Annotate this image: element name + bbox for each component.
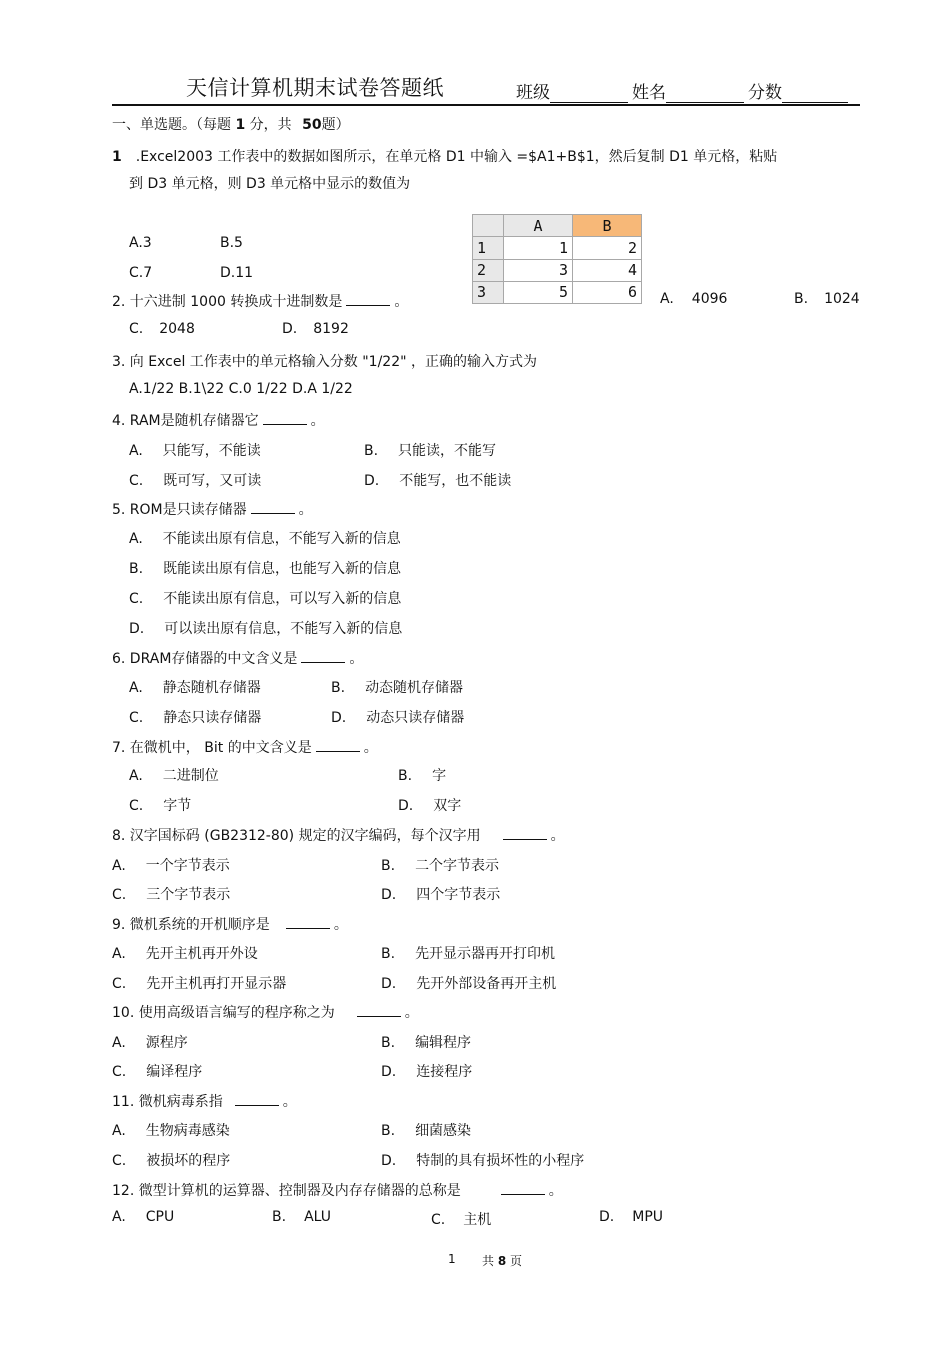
option-text: 既能读出原有信息，也能写入新的信息 bbox=[163, 561, 402, 577]
question-8-option-d bbox=[381, 884, 500, 904]
option-text: ALU bbox=[304, 1209, 331, 1225]
option-label: C. bbox=[112, 1064, 127, 1080]
question-1-option-b: B.5 bbox=[220, 235, 243, 251]
option-label: D. bbox=[381, 976, 397, 992]
option-text: 不能读出原有信息，不能写入新的信息 bbox=[162, 531, 401, 547]
question-11-option-b bbox=[381, 1120, 471, 1140]
question-8-text: 8. 汉字国标码 (GB2312-80) 规定的汉字编码，每个汉字用 bbox=[112, 828, 481, 844]
name-field bbox=[632, 78, 744, 103]
option-label: A. bbox=[129, 768, 143, 784]
option-text: 不能读出原有信息，可以写入新的信息 bbox=[163, 591, 402, 607]
section-total: 50 bbox=[302, 117, 322, 133]
section-heading-mid: 分，共 bbox=[249, 117, 292, 133]
option-label: B. bbox=[381, 1123, 396, 1139]
score-blank bbox=[782, 84, 848, 103]
question-12-option-a bbox=[112, 1209, 174, 1225]
question-7-option-a bbox=[129, 765, 219, 785]
question-7 bbox=[112, 737, 378, 757]
question-8-option-a bbox=[112, 855, 230, 875]
option-text: 二个字节表示 bbox=[415, 858, 500, 874]
option-label: B. bbox=[381, 1035, 396, 1051]
option-label: A. bbox=[112, 946, 126, 962]
option-label: D. bbox=[364, 473, 380, 489]
option-label: B. bbox=[381, 946, 396, 962]
question-12-option-c bbox=[431, 1209, 491, 1229]
question-9-option-a bbox=[112, 943, 258, 963]
option-text: 静态只读存储器 bbox=[163, 710, 262, 726]
option-text: 先开主机再开外设 bbox=[145, 946, 258, 962]
question-1-line2: 到 D3 单元格，则 D3 单元格中显示的数值为 bbox=[129, 176, 411, 192]
question-11-text: 11. 微机病毒系指 bbox=[112, 1094, 223, 1110]
option-text: 先开显示器再开打印机 bbox=[415, 946, 556, 962]
option-text: 只能读，不能写 bbox=[398, 443, 497, 459]
option-label: A. bbox=[129, 531, 143, 547]
question-8-option-b bbox=[381, 855, 499, 875]
option-text: 双字 bbox=[433, 798, 462, 814]
section-heading bbox=[112, 114, 350, 134]
option-text: 编辑程序 bbox=[415, 1035, 472, 1051]
page-title: 天信计算机期末试卷答题纸 bbox=[186, 76, 444, 100]
question-9-option-b bbox=[381, 943, 555, 963]
question-7-text: 7. 在微机中， Bit 的中文含义是 bbox=[112, 740, 312, 756]
question-1-number: 1 bbox=[112, 149, 122, 165]
option-label: A. bbox=[129, 680, 143, 696]
answer-blank bbox=[316, 737, 360, 752]
option-label: B. bbox=[364, 443, 379, 459]
option-text: 一个字节表示 bbox=[145, 858, 230, 874]
option-text: 被损坏的程序 bbox=[146, 1153, 231, 1169]
question-12-period: 。 bbox=[548, 1183, 563, 1199]
option-label: C. bbox=[129, 321, 144, 337]
option-label: A. bbox=[112, 1035, 126, 1051]
option-text: 不能写，也不能读 bbox=[399, 473, 512, 489]
option-text: 先开外部设备再开主机 bbox=[416, 976, 557, 992]
question-10-option-b bbox=[381, 1032, 471, 1052]
answer-blank bbox=[503, 825, 547, 840]
option-label: D. bbox=[381, 1153, 397, 1169]
section-heading-prefix: 一、单选题。（每题 bbox=[112, 117, 231, 133]
page-number: 1 bbox=[448, 1252, 456, 1266]
question-6 bbox=[112, 648, 363, 668]
question-2-text: 2. 十六进制 1000 转换成十进制数是 bbox=[112, 294, 343, 310]
question-10 bbox=[112, 1002, 419, 1022]
excel-col-b: B bbox=[573, 215, 642, 237]
option-text: 连接程序 bbox=[416, 1064, 473, 1080]
question-6-period: 。 bbox=[349, 651, 364, 667]
question-10-option-c bbox=[112, 1061, 202, 1081]
option-label: C. bbox=[112, 1153, 127, 1169]
question-4-option-d bbox=[364, 470, 511, 490]
question-1-option-c: C.7 bbox=[129, 265, 153, 281]
page-total-suffix: 页 bbox=[510, 1254, 523, 1268]
question-6-option-a bbox=[129, 677, 261, 697]
option-label: D. bbox=[599, 1209, 615, 1225]
option-label: C. bbox=[112, 976, 127, 992]
question-4-option-c bbox=[129, 470, 261, 490]
question-6-option-c bbox=[129, 707, 261, 727]
question-9-period: 。 bbox=[333, 917, 348, 933]
option-text: 编译程序 bbox=[146, 1064, 203, 1080]
question-2-option-d bbox=[282, 321, 349, 337]
option-label: A. bbox=[660, 291, 674, 307]
question-1-text: .Excel2003 工作表中的数据如图所示，在单元格 D1 中输入 =$A1+B$1，然后复制 D1 单元格，粘贴 bbox=[135, 149, 778, 165]
page-total-prefix: 共 bbox=[482, 1254, 495, 1268]
option-label: C. bbox=[129, 710, 144, 726]
question-4 bbox=[112, 410, 325, 430]
option-text: CPU bbox=[145, 1209, 175, 1225]
option-text: 三个字节表示 bbox=[146, 887, 231, 903]
question-6-option-d bbox=[331, 707, 464, 727]
option-text: MPU bbox=[632, 1209, 664, 1225]
option-text: 2048 bbox=[159, 321, 195, 337]
question-10-text: 10. 使用高级语言编写的程序称之为 bbox=[112, 1005, 335, 1021]
question-5-option-c bbox=[129, 588, 401, 608]
question-10-option-d bbox=[381, 1061, 472, 1081]
option-label: B. bbox=[129, 561, 144, 577]
option-text: 静态随机存储器 bbox=[162, 680, 261, 696]
excel-row-header: 2 bbox=[473, 259, 504, 281]
header-rule bbox=[112, 104, 860, 106]
option-label: D. bbox=[381, 1064, 397, 1080]
option-label: D. bbox=[381, 887, 397, 903]
question-2-option-c bbox=[129, 321, 195, 337]
option-text: 二进制位 bbox=[162, 768, 219, 784]
question-4-option-a bbox=[129, 440, 261, 460]
option-label: B. bbox=[398, 768, 413, 784]
name-label: 姓名 bbox=[632, 83, 666, 103]
question-11 bbox=[112, 1091, 297, 1111]
question-9-option-c bbox=[112, 973, 286, 993]
class-label: 班级 bbox=[516, 83, 550, 103]
question-8 bbox=[112, 825, 565, 845]
question-10-period: 。 bbox=[404, 1005, 419, 1021]
option-text: 动态随机存储器 bbox=[365, 680, 464, 696]
excel-row-header: 3 bbox=[473, 281, 504, 303]
question-12-option-b bbox=[272, 1209, 331, 1225]
option-label: B. bbox=[331, 680, 346, 696]
question-6-text: 6. DRAM存储器的中文含义是 bbox=[112, 651, 298, 667]
option-text: 四个字节表示 bbox=[416, 887, 501, 903]
question-4-text: 4. RAM是随机存储器它 bbox=[112, 413, 259, 429]
option-label: D. bbox=[129, 621, 145, 637]
question-4-period: 。 bbox=[310, 413, 325, 429]
answer-blank bbox=[501, 1180, 545, 1195]
score-field bbox=[748, 78, 848, 103]
option-label: A. bbox=[112, 858, 126, 874]
name-blank bbox=[666, 84, 744, 103]
excel-cell: 6 bbox=[573, 281, 642, 303]
option-text: 1024 bbox=[824, 291, 860, 307]
option-text: 4096 bbox=[691, 291, 728, 307]
class-blank bbox=[550, 84, 628, 103]
score-label: 分数 bbox=[748, 83, 782, 103]
question-3-options: A.1/22 B.1\22 C.0 1/22 D.A 1/22 bbox=[129, 381, 353, 397]
question-11-option-a bbox=[112, 1120, 230, 1140]
page-total bbox=[482, 1252, 522, 1269]
question-8-option-c bbox=[112, 884, 230, 904]
question-2-option-a bbox=[660, 291, 727, 307]
answer-blank bbox=[251, 499, 295, 514]
question-7-option-d bbox=[398, 795, 461, 815]
question-12 bbox=[112, 1180, 563, 1200]
excel-corner bbox=[473, 215, 504, 237]
question-12-text: 12. 微型计算机的运算器、控制器及内存存储器的总称是 bbox=[112, 1183, 461, 1199]
option-label: A. bbox=[112, 1123, 126, 1139]
question-3-text: 3. 向 Excel 工作表中的单元格输入分数 "1/22" ，正确的输入方式为 bbox=[112, 354, 538, 370]
question-9-text: 9. 微机系统的开机顺序是 bbox=[112, 917, 270, 933]
option-label: B. bbox=[272, 1209, 287, 1225]
option-text: 字 bbox=[432, 768, 447, 784]
option-text: 8192 bbox=[313, 321, 349, 337]
option-label: B. bbox=[794, 291, 809, 307]
section-heading-suffix: 题） bbox=[321, 117, 350, 133]
option-text: 生物病毒感染 bbox=[145, 1123, 230, 1139]
question-12-option-d bbox=[599, 1209, 663, 1225]
question-11-period: 。 bbox=[282, 1094, 297, 1110]
option-text: 动态只读存储器 bbox=[366, 710, 465, 726]
excel-cell: 1 bbox=[504, 237, 573, 259]
question-8-period: 。 bbox=[550, 828, 565, 844]
option-text: 可以读出原有信息，不能写入新的信息 bbox=[164, 621, 403, 637]
question-1-option-d: D.11 bbox=[220, 265, 254, 281]
excel-cell: 5 bbox=[504, 281, 573, 303]
question-9-option-d bbox=[381, 973, 556, 993]
question-6-option-b bbox=[331, 677, 463, 697]
question-4-option-b bbox=[364, 440, 496, 460]
option-text: 只能写，不能读 bbox=[162, 443, 261, 459]
excel-col-a: A bbox=[504, 215, 573, 237]
option-label: D. bbox=[398, 798, 414, 814]
answer-blank bbox=[263, 410, 307, 425]
answer-blank bbox=[346, 291, 390, 306]
excel-row-header: 1 bbox=[473, 237, 504, 259]
excel-cell: 2 bbox=[573, 237, 642, 259]
option-text: 先开主机再打开显示器 bbox=[146, 976, 287, 992]
question-5-option-d bbox=[129, 618, 402, 638]
option-text: 源程序 bbox=[145, 1035, 188, 1051]
question-11-option-d bbox=[381, 1150, 584, 1170]
excel-cell: 4 bbox=[573, 259, 642, 281]
question-10-option-a bbox=[112, 1032, 188, 1052]
option-text: 字节 bbox=[163, 798, 192, 814]
answer-blank bbox=[301, 648, 345, 663]
option-text: 特制的具有损坏性的小程序 bbox=[416, 1153, 585, 1169]
section-points: 1 bbox=[235, 117, 246, 133]
question-2 bbox=[112, 291, 408, 311]
answer-blank bbox=[235, 1091, 279, 1106]
question-7-period: 。 bbox=[363, 740, 378, 756]
question-11-option-c bbox=[112, 1150, 230, 1170]
excel-cell: 3 bbox=[504, 259, 573, 281]
page-total-count: 8 bbox=[497, 1254, 507, 1268]
option-text: 主机 bbox=[463, 1212, 492, 1228]
option-label: C. bbox=[112, 887, 127, 903]
option-label: A. bbox=[129, 443, 143, 459]
question-7-option-b bbox=[398, 765, 446, 785]
option-label: D. bbox=[282, 321, 298, 337]
answer-blank bbox=[286, 914, 330, 929]
excel-figure bbox=[472, 214, 642, 304]
question-2-option-b bbox=[794, 291, 860, 307]
option-label: C. bbox=[431, 1212, 446, 1228]
question-5-option-a bbox=[129, 528, 401, 548]
option-label: B. bbox=[381, 858, 396, 874]
option-label: C. bbox=[129, 798, 144, 814]
question-1-option-a: A.3 bbox=[129, 235, 152, 251]
option-label: C. bbox=[129, 591, 144, 607]
question-1-line1 bbox=[112, 146, 777, 166]
option-text: 细菌感染 bbox=[415, 1123, 472, 1139]
answer-blank bbox=[357, 1002, 401, 1017]
question-5-option-b bbox=[129, 558, 401, 578]
question-2-period: 。 bbox=[394, 294, 409, 310]
option-label: D. bbox=[331, 710, 347, 726]
class-field bbox=[516, 78, 628, 103]
question-5-period: 。 bbox=[298, 502, 313, 518]
option-label: A. bbox=[112, 1209, 126, 1225]
question-5-text: 5. ROM是只读存储器 bbox=[112, 502, 247, 518]
question-7-option-c bbox=[129, 795, 191, 815]
option-label: C. bbox=[129, 473, 144, 489]
option-text: 既可写，又可读 bbox=[163, 473, 262, 489]
question-9 bbox=[112, 914, 348, 934]
question-5 bbox=[112, 499, 313, 519]
